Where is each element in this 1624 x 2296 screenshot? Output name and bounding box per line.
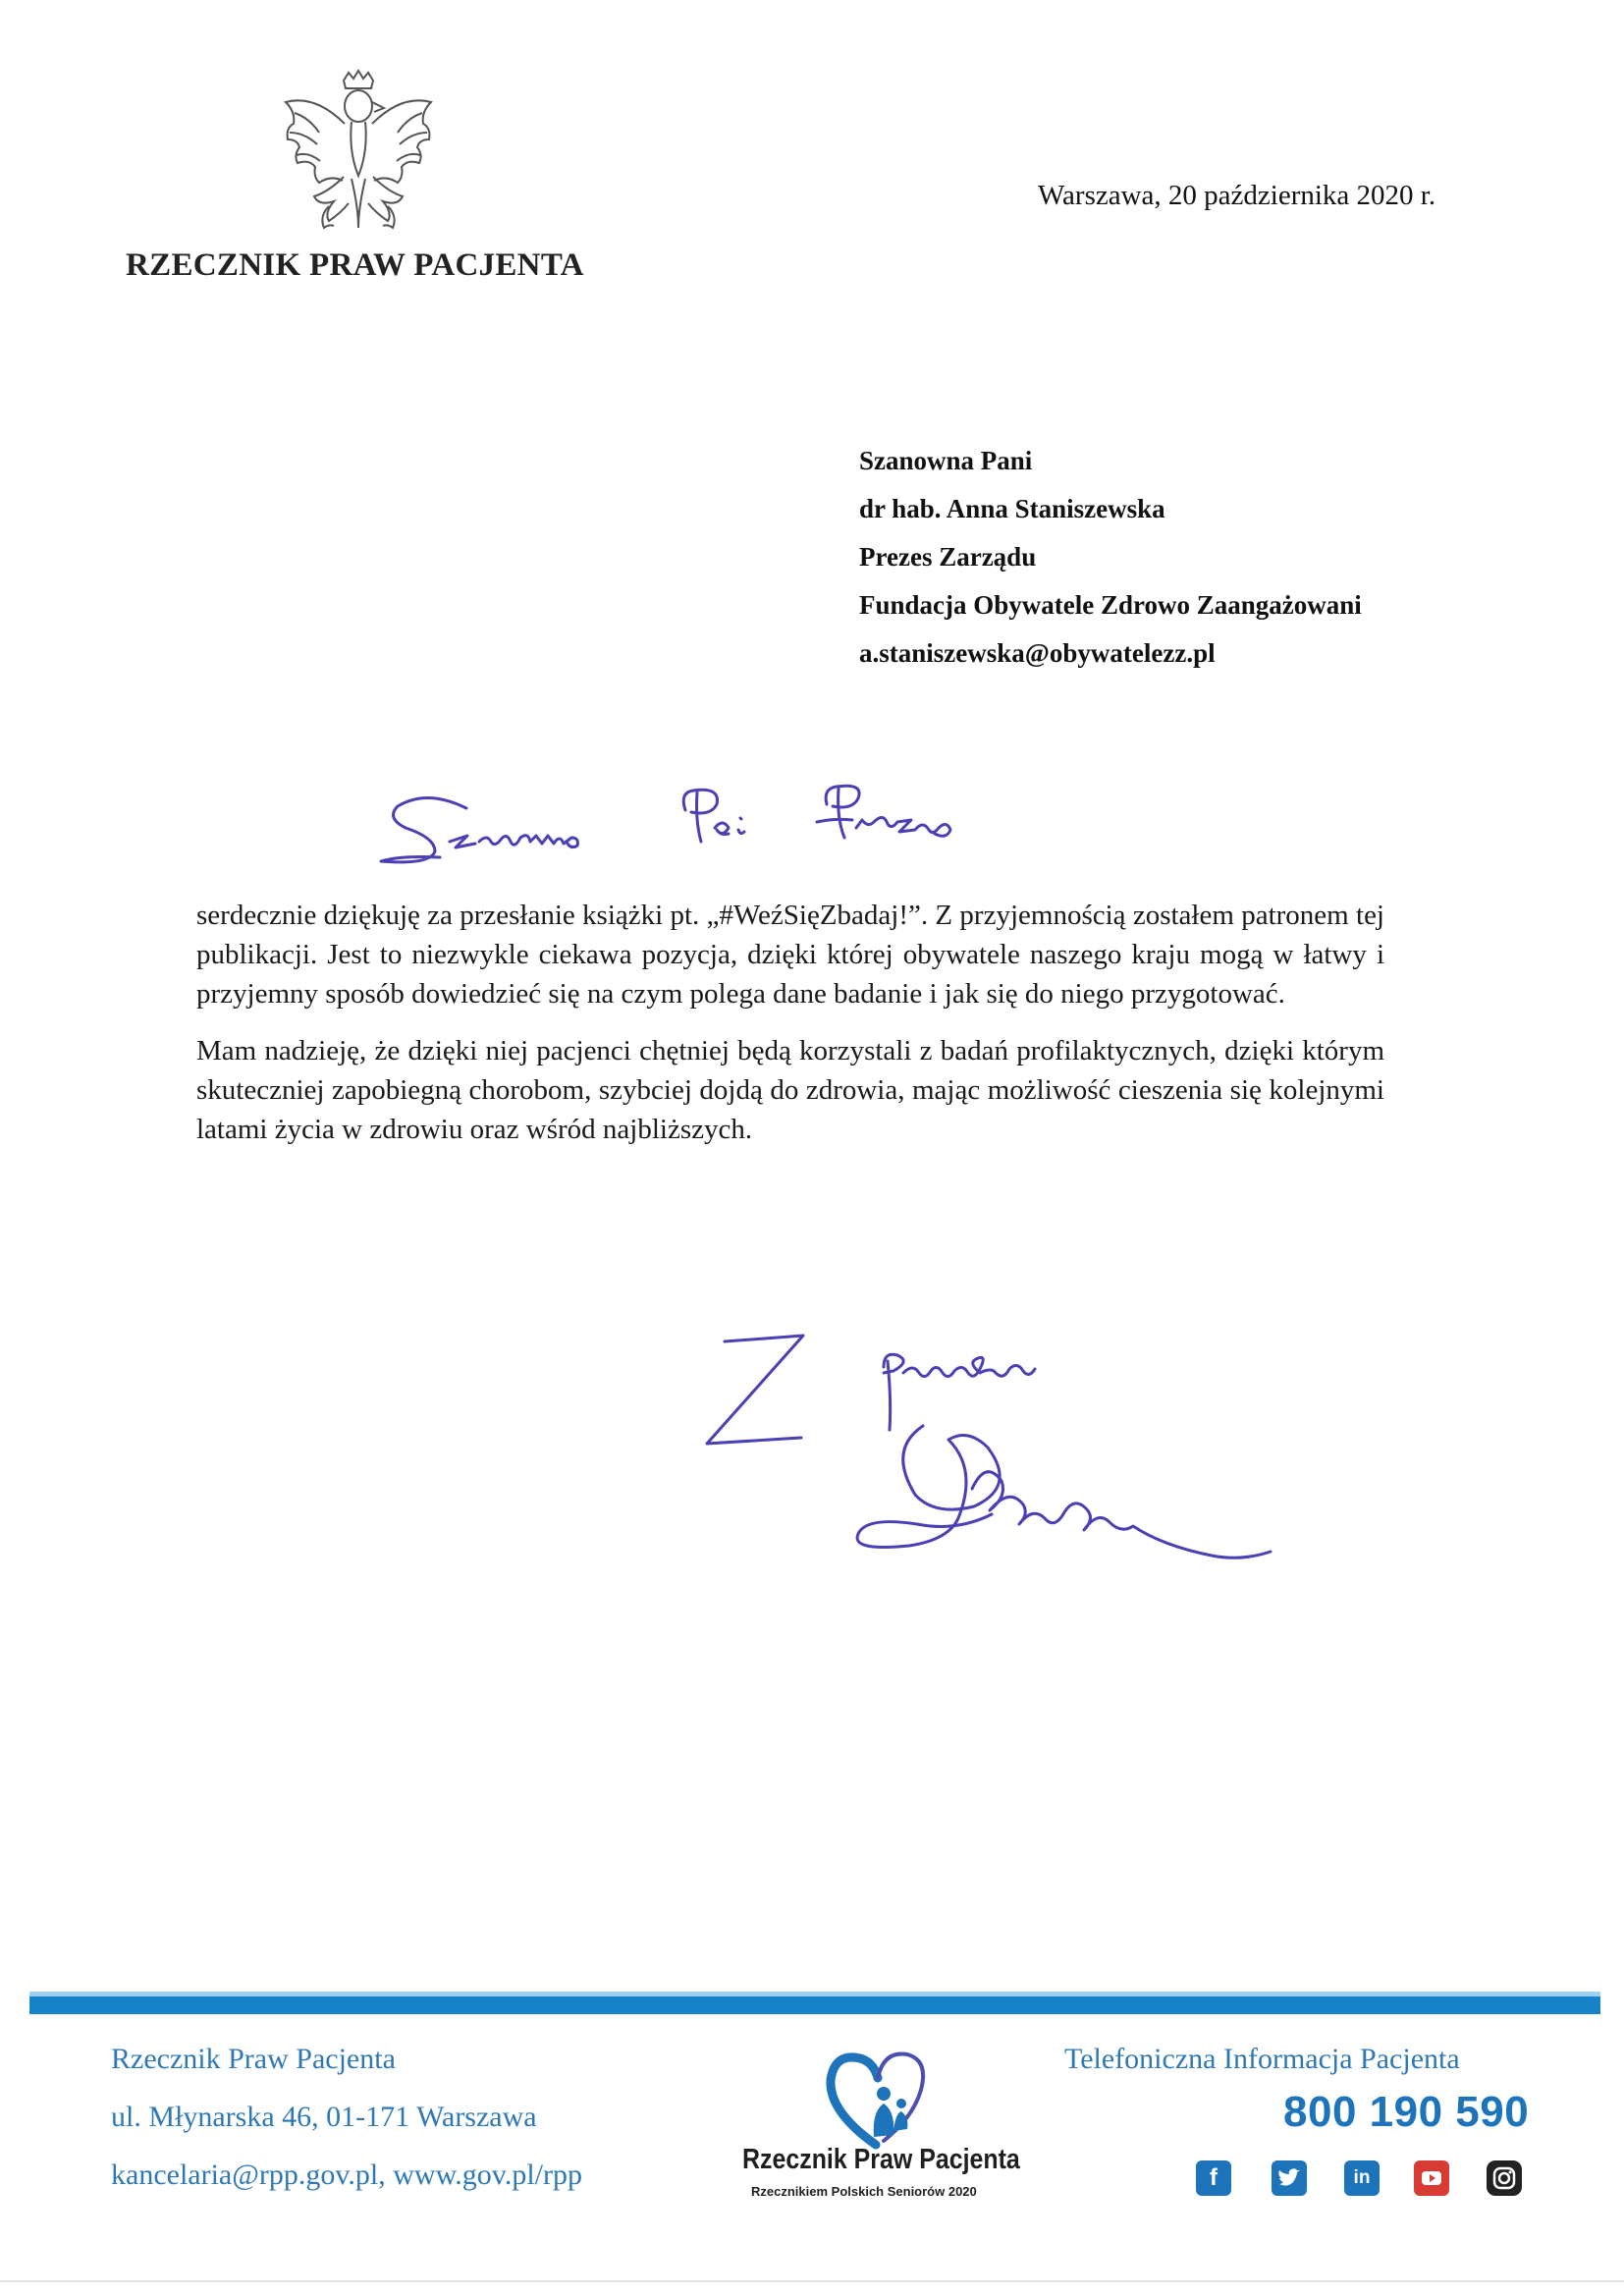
recipient-name: dr hab. Anna Staniszewska xyxy=(859,494,1165,523)
handwritten-salutation xyxy=(373,771,1001,879)
recipient-organization: Fundacja Obywatele Zdrowo Zaangażowani xyxy=(859,590,1362,620)
footer-address: ul. Młynarska 46, 01-171 Warszawa xyxy=(111,2101,537,2133)
eagle-emblem-icon xyxy=(275,59,442,241)
letter-date: Warszawa, 20 października 2020 r. xyxy=(1038,180,1436,211)
instagram-icon[interactable] xyxy=(1487,2160,1522,2196)
recipient-email: a.staniszewska@obywatelezz.pl xyxy=(859,638,1216,668)
rpp-heart-logo-icon xyxy=(823,2043,933,2151)
body-paragraph-2: Mam nadzieję, że dzięki niej pacjenci chętniej będą korzystali z badań profilaktycznych, dzięki którym skuteczniej zapobiegną chorobom, szybciej dojdą do zdrowia, mając możliwość cieszenia się kolejnymi latami życia w zdrowiu oraz wśród najbliższych. xyxy=(196,1035,1384,1145)
recipient-position: Prezes Zarządu xyxy=(859,542,1037,572)
footer-logo-subtitle: Rzecznikiem Polskich Seniorów 2020 xyxy=(751,2184,977,2199)
letter-body xyxy=(196,896,1384,1167)
twitter-icon[interactable] xyxy=(1272,2160,1307,2196)
footer-contact[interactable]: kancelaria@rpp.gov.pl, www.gov.pl/rpp xyxy=(111,2159,582,2191)
footer-office-name: Rzecznik Praw Pacjenta xyxy=(111,2043,396,2075)
office-name-heading: RZECZNIK PRAW PACJENTA xyxy=(126,247,584,283)
page-bottom-edge xyxy=(0,2280,1624,2282)
footer-divider xyxy=(29,1996,1600,2014)
facebook-icon[interactable]: f xyxy=(1196,2160,1231,2196)
handwritten-closing-and-signature xyxy=(687,1316,1375,1601)
hotline-label: Telefoniczna Informacja Pacjenta xyxy=(1064,2043,1460,2075)
recipient-address-block xyxy=(859,437,1362,678)
footer-logo-title: Rzecznik Praw Pacjenta xyxy=(742,2144,1020,2175)
linkedin-icon[interactable]: in xyxy=(1344,2160,1380,2196)
body-paragraph-1: serdecznie dziękuję za przesłanie książki pt. „#WeźSięZbadaj!”. Z przyjemnością zostałem patronem tej publikacji. Jest to niezwykle ciekawa pozycja, dzięki której obywatele naszego kraju mogą w łatwy i przyjemny sposób dowiedzieć się na czym polega dane badanie i jak się do niego przygotować. xyxy=(196,900,1384,1010)
recipient-salutation-line: Szanowna Pani xyxy=(859,446,1033,475)
youtube-icon[interactable] xyxy=(1414,2160,1449,2196)
hotline-number[interactable]: 800 190 590 xyxy=(1283,2088,1530,2136)
